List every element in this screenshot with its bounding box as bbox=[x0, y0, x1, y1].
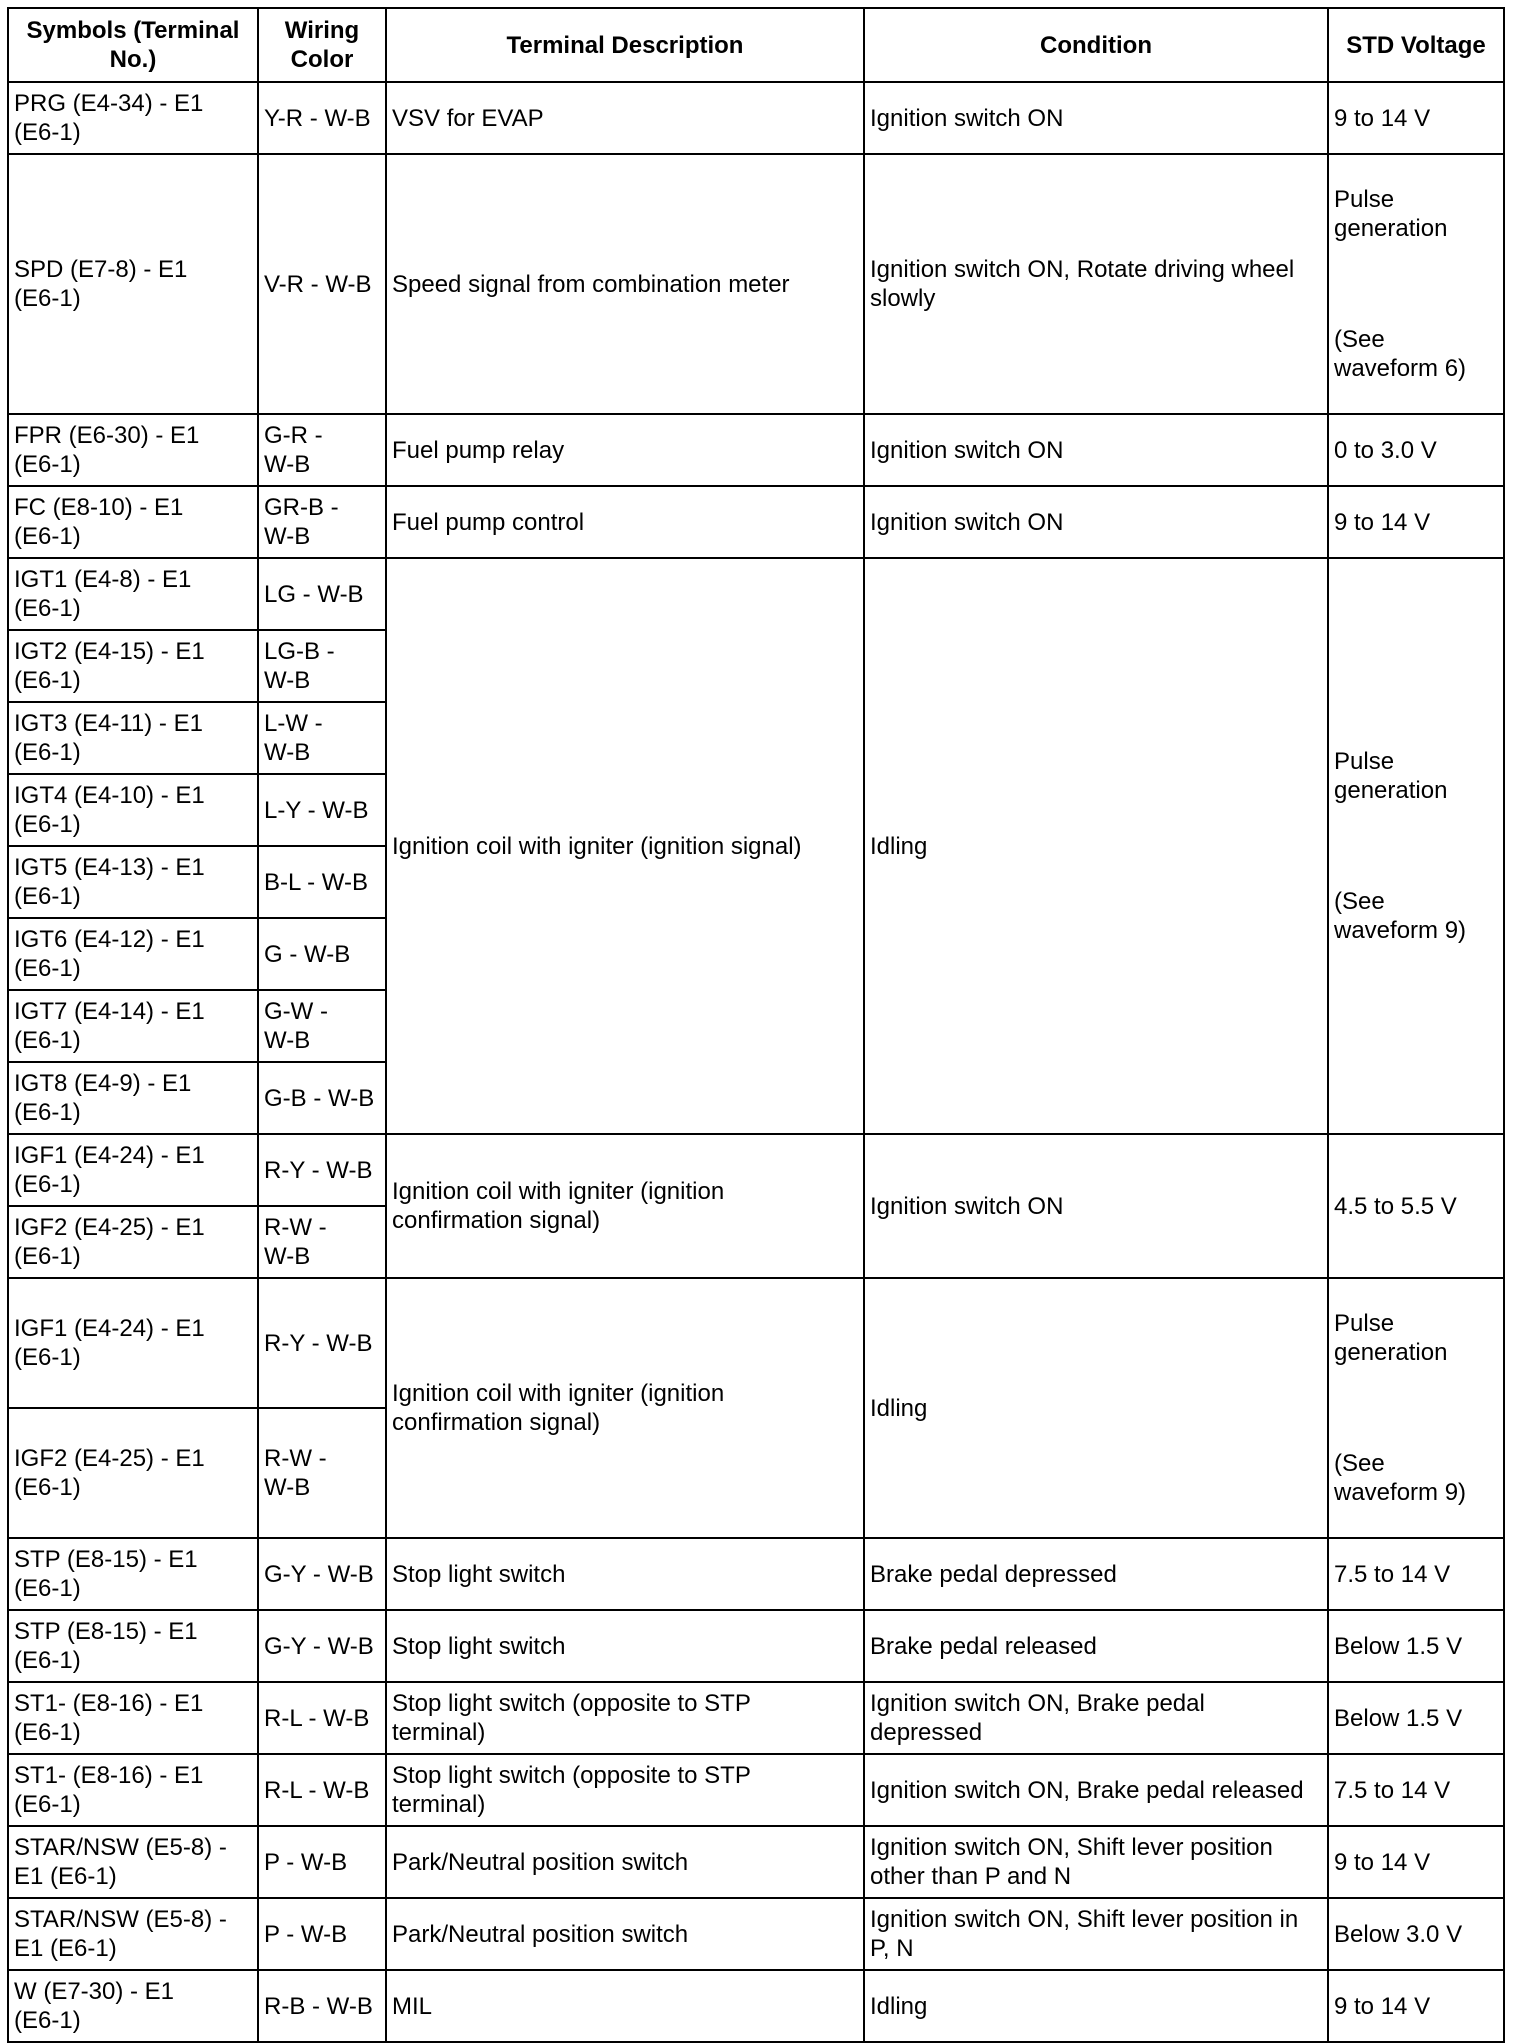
wiring-cell: Y-R - W-B bbox=[258, 82, 386, 154]
voltage-cell: Below 1.5 V bbox=[1328, 1682, 1504, 1754]
table-row bbox=[8, 1682, 1504, 1754]
description-cell: Speed signal from combination meter bbox=[386, 154, 864, 414]
condition-cell: Ignition switch ON bbox=[864, 82, 1328, 154]
description-cell: MIL bbox=[386, 1970, 864, 2042]
condition-cell: Brake pedal released bbox=[864, 1610, 1328, 1682]
description-cell: Ignition coil with igniter (ignition confirmation signal) bbox=[386, 1134, 864, 1278]
symbol-cell: IGF1 (E4-24) - E1 (E6-1) bbox=[8, 1278, 258, 1408]
symbol-cell: PRG (E4-34) - E1 (E6-1) bbox=[8, 82, 258, 154]
voltage-text: Pulse generation bbox=[1334, 748, 1448, 804]
symbol-cell: IGT4 (E4-10) - E1 (E6-1) bbox=[8, 774, 258, 846]
header-wiring-color: Wiring Color bbox=[258, 8, 386, 82]
table-row bbox=[8, 1898, 1504, 1970]
terminal-table bbox=[7, 7, 1505, 2043]
description-cell: Stop light switch bbox=[386, 1538, 864, 1610]
wiring-cell: B-L - W-B bbox=[258, 846, 386, 918]
table-row bbox=[8, 1538, 1504, 1610]
wiring-cell: P - W-B bbox=[258, 1898, 386, 1970]
wiring-cell: L-W - W-B bbox=[258, 702, 386, 774]
description-cell: Park/Neutral position switch bbox=[386, 1826, 864, 1898]
description-cell: Ignition coil with igniter (ignition confirmation signal) bbox=[386, 1278, 864, 1538]
wiring-cell: LG-B - W-B bbox=[258, 630, 386, 702]
voltage-cell: 9 to 14 V bbox=[1328, 1826, 1504, 1898]
symbol-cell: IGT7 (E4-14) - E1 (E6-1) bbox=[8, 990, 258, 1062]
wiring-cell: R-B - W-B bbox=[258, 1970, 386, 2042]
condition-cell: Brake pedal depressed bbox=[864, 1538, 1328, 1610]
symbol-cell: IGT8 (E4-9) - E1 (E6-1) bbox=[8, 1062, 258, 1134]
symbol-cell: STAR/NSW (E5-8) - E1 (E6-1) bbox=[8, 1826, 258, 1898]
wiring-cell: G-Y - W-B bbox=[258, 1610, 386, 1682]
symbol-cell: FPR (E6-30) - E1 (E6-1) bbox=[8, 414, 258, 486]
voltage-note: (See waveform 9) bbox=[1334, 1450, 1467, 1506]
symbol-cell: STP (E8-15) - E1 (E6-1) bbox=[8, 1538, 258, 1610]
condition-cell: Ignition switch ON, Shift lever position other than P and N bbox=[864, 1826, 1328, 1898]
condition-cell: Ignition switch ON bbox=[864, 414, 1328, 486]
symbol-cell: W (E7-30) - E1 (E6-1) bbox=[8, 1970, 258, 2042]
wiring-cell: P - W-B bbox=[258, 1826, 386, 1898]
voltage-cell bbox=[1328, 558, 1504, 1134]
symbol-cell: IGF2 (E4-25) - E1 (E6-1) bbox=[8, 1408, 258, 1538]
voltage-cell: 9 to 14 V bbox=[1328, 486, 1504, 558]
voltage-text: Pulse generation bbox=[1334, 1310, 1448, 1366]
voltage-cell: 4.5 to 5.5 V bbox=[1328, 1134, 1504, 1278]
symbol-cell: IGT6 (E4-12) - E1 (E6-1) bbox=[8, 918, 258, 990]
description-cell: Ignition coil with igniter (ignition signal) bbox=[386, 558, 864, 1134]
wiring-cell: R-W - W-B bbox=[258, 1408, 386, 1538]
voltage-cell bbox=[1328, 154, 1504, 414]
table-row bbox=[8, 1754, 1504, 1826]
voltage-cell: Below 3.0 V bbox=[1328, 1898, 1504, 1970]
condition-cell: Ignition switch ON bbox=[864, 1134, 1328, 1278]
condition-cell: Idling bbox=[864, 1970, 1328, 2042]
table-row bbox=[8, 1970, 1504, 2042]
symbol-cell: STP (E8-15) - E1 (E6-1) bbox=[8, 1610, 258, 1682]
description-cell: Fuel pump control bbox=[386, 486, 864, 558]
symbol-cell: ST1- (E8-16) - E1 (E6-1) bbox=[8, 1682, 258, 1754]
wiring-cell: G-B - W-B bbox=[258, 1062, 386, 1134]
wiring-cell: R-W - W-B bbox=[258, 1206, 386, 1278]
table-row bbox=[8, 558, 1504, 630]
wiring-cell: G-Y - W-B bbox=[258, 1538, 386, 1610]
description-cell: Stop light switch (opposite to STP terminal) bbox=[386, 1754, 864, 1826]
header-symbols: Symbols (Terminal No.) bbox=[8, 8, 258, 82]
condition-cell: Ignition switch ON, Brake pedal depressed bbox=[864, 1682, 1328, 1754]
voltage-cell bbox=[1328, 1278, 1504, 1538]
condition-cell: Idling bbox=[864, 1278, 1328, 1538]
header-std-voltage: STD Voltage bbox=[1328, 8, 1504, 82]
wiring-cell: R-L - W-B bbox=[258, 1754, 386, 1826]
table-row bbox=[8, 414, 1504, 486]
wiring-cell: G-W - W-B bbox=[258, 990, 386, 1062]
header-condition: Condition bbox=[864, 8, 1328, 82]
wiring-cell: GR-B - W-B bbox=[258, 486, 386, 558]
symbol-cell: IGF1 (E4-24) - E1 (E6-1) bbox=[8, 1134, 258, 1206]
voltage-text: Pulse generation bbox=[1334, 186, 1448, 242]
voltage-cell: 9 to 14 V bbox=[1328, 82, 1504, 154]
symbol-cell: IGT3 (E4-11) - E1 (E6-1) bbox=[8, 702, 258, 774]
wiring-cell: R-Y - W-B bbox=[258, 1278, 386, 1408]
header-terminal-description: Terminal Description bbox=[386, 8, 864, 82]
voltage-cell: 7.5 to 14 V bbox=[1328, 1538, 1504, 1610]
table-row bbox=[8, 154, 1504, 414]
table-row bbox=[8, 1826, 1504, 1898]
table-row bbox=[8, 486, 1504, 558]
header-row bbox=[8, 8, 1504, 82]
voltage-cell: Below 1.5 V bbox=[1328, 1610, 1504, 1682]
voltage-cell: 0 to 3.0 V bbox=[1328, 414, 1504, 486]
condition-cell: Idling bbox=[864, 558, 1328, 1134]
table-row bbox=[8, 82, 1504, 154]
symbol-cell: SPD (E7-8) - E1 (E6-1) bbox=[8, 154, 258, 414]
symbol-cell: IGF2 (E4-25) - E1 (E6-1) bbox=[8, 1206, 258, 1278]
symbol-cell: FC (E8-10) - E1 (E6-1) bbox=[8, 486, 258, 558]
wiring-cell: R-Y - W-B bbox=[258, 1134, 386, 1206]
table-row bbox=[8, 1610, 1504, 1682]
voltage-note: (See waveform 6) bbox=[1334, 326, 1467, 382]
condition-cell: Ignition switch ON bbox=[864, 486, 1328, 558]
condition-cell: Ignition switch ON, Rotate driving wheel slowly bbox=[864, 154, 1328, 414]
wiring-cell: V-R - W-B bbox=[258, 154, 386, 414]
symbol-cell: STAR/NSW (E5-8) - E1 (E6-1) bbox=[8, 1898, 258, 1970]
voltage-cell: 7.5 to 14 V bbox=[1328, 1754, 1504, 1826]
symbol-cell: IGT5 (E4-13) - E1 (E6-1) bbox=[8, 846, 258, 918]
wiring-cell: G-R - W-B bbox=[258, 414, 386, 486]
condition-cell: Ignition switch ON, Brake pedal released bbox=[864, 1754, 1328, 1826]
symbol-cell: IGT2 (E4-15) - E1 (E6-1) bbox=[8, 630, 258, 702]
wiring-cell: G - W-B bbox=[258, 918, 386, 990]
table-row bbox=[8, 1134, 1504, 1206]
wiring-cell: LG - W-B bbox=[258, 558, 386, 630]
symbol-cell: ST1- (E8-16) - E1 (E6-1) bbox=[8, 1754, 258, 1826]
description-cell: Stop light switch bbox=[386, 1610, 864, 1682]
condition-cell: Ignition switch ON, Shift lever position in P, N bbox=[864, 1898, 1328, 1970]
description-cell: Park/Neutral position switch bbox=[386, 1898, 864, 1970]
description-cell: Fuel pump relay bbox=[386, 414, 864, 486]
wiring-cell: L-Y - W-B bbox=[258, 774, 386, 846]
description-cell: VSV for EVAP bbox=[386, 82, 864, 154]
description-cell: Stop light switch (opposite to STP terminal) bbox=[386, 1682, 864, 1754]
voltage-note: (See waveform 9) bbox=[1334, 888, 1467, 944]
voltage-cell: 9 to 14 V bbox=[1328, 1970, 1504, 2042]
symbol-cell: IGT1 (E4-8) - E1 (E6-1) bbox=[8, 558, 258, 630]
table-row bbox=[8, 1278, 1504, 1408]
wiring-cell: R-L - W-B bbox=[258, 1682, 386, 1754]
